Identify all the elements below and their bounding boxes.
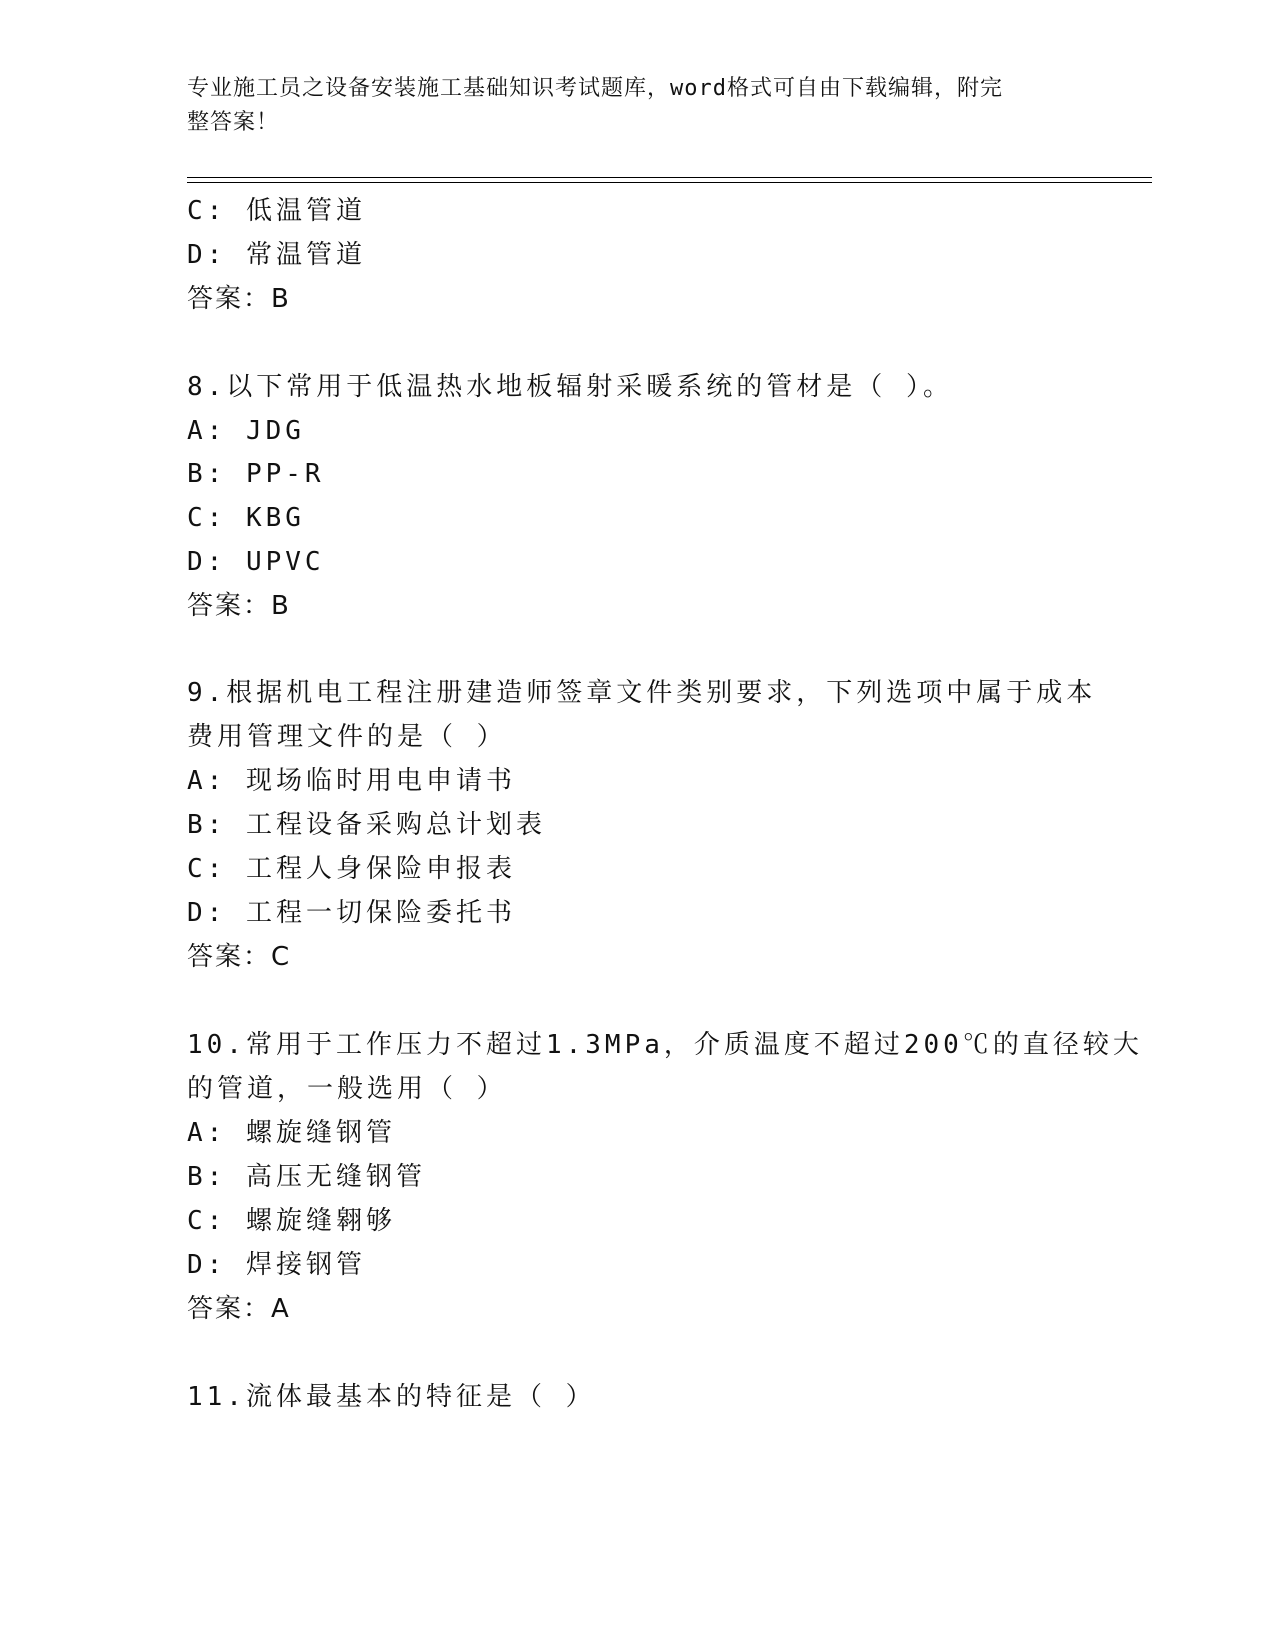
q10-option-a: A: 螺旋缝钢管 bbox=[187, 1118, 396, 1148]
q8-option-b: B: PP-R bbox=[187, 459, 325, 489]
q9-option-b: B: 工程设备采购总计划表 bbox=[187, 810, 546, 840]
header-line-1: 专业施工员之设备安装施工基础知识考试题库，word格式可自由下载编辑，附完 bbox=[187, 76, 1003, 101]
prev-option-c: C: 低温管道 bbox=[187, 196, 366, 226]
q9-stem-line-2: 费用管理文件的是（ ） bbox=[187, 722, 507, 752]
q10-option-b: B: 高压无缝钢管 bbox=[187, 1162, 426, 1192]
q9-answer: 答案：C bbox=[187, 942, 292, 972]
q10-stem-line-2: 的管道，一般选用（ ） bbox=[187, 1074, 507, 1104]
header-divider-top bbox=[187, 177, 1152, 178]
q8-answer: 答案：B bbox=[187, 591, 291, 621]
q10-answer: 答案：A bbox=[187, 1294, 291, 1324]
q8-option-d: D: UPVC bbox=[187, 547, 325, 577]
q11-stem: 11.流体最基本的特征是（ ） bbox=[187, 1382, 596, 1412]
q8-option-a: A: JDG bbox=[187, 416, 305, 446]
q10-stem-line-1: 10.常用于工作压力不超过1.3MPa，介质温度不超过200℃的直径较大 bbox=[187, 1030, 1143, 1060]
q9-option-a: A: 现场临时用电申请书 bbox=[187, 766, 516, 796]
q9-option-c: C: 工程人身保险申报表 bbox=[187, 854, 516, 884]
q9-stem-line-1: 9.根据机电工程注册建造师签章文件类别要求，下列选项中属于成本 bbox=[187, 678, 1097, 708]
q8-stem: 8.以下常用于低温热水地板辐射采暖系统的管材是（ ）。 bbox=[187, 372, 953, 402]
q8-option-c: C: KBG bbox=[187, 503, 305, 533]
prev-option-d: D: 常温管道 bbox=[187, 240, 366, 270]
document-header bbox=[187, 72, 1067, 140]
q10-option-c: C: 螺旋缝翱够 bbox=[187, 1206, 396, 1236]
header-line-2: 整答案！ bbox=[187, 110, 280, 135]
q10-option-d: D: 焊接钢管 bbox=[187, 1250, 366, 1280]
q9-option-d: D: 工程一切保险委托书 bbox=[187, 898, 516, 928]
prev-answer: 答案：B bbox=[187, 284, 291, 314]
header-divider-bottom bbox=[187, 182, 1152, 183]
